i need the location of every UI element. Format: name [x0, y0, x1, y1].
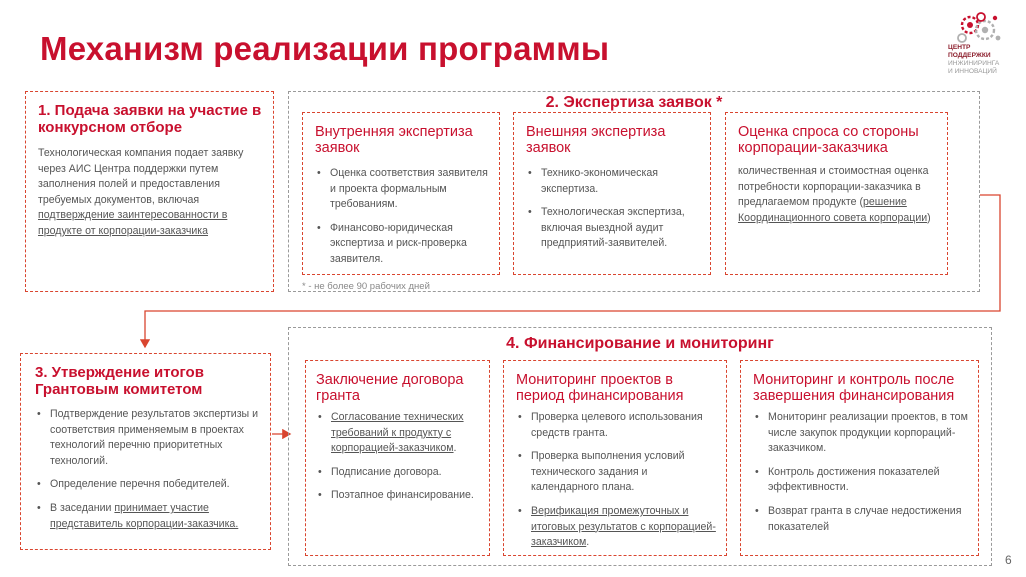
list-item: • Поэтапное финансирование. [316, 488, 481, 504]
demand-assessment-box [725, 112, 948, 275]
page-number: 6 [1005, 553, 1012, 567]
contract-title: Заключение договора гранта [316, 372, 464, 404]
step2-title: 2. Экспертиза заявок * [545, 94, 723, 111]
step3-title: 3. Утверждение итогов Грантовым комитетом [35, 364, 204, 398]
logo-line: ИНЖИНИРИНГА [948, 60, 1000, 67]
contract-b1-link: Согласование технических требований к продукту с корпорацией-заказчиком [331, 411, 464, 455]
logo-line: ЦЕНТР [948, 44, 971, 51]
step3-box [20, 353, 271, 550]
footnote: * - не более 90 рабочих дней [302, 281, 430, 292]
step1-text-link: подтверждение заинтересованности в продукте от корпорации-заказчика [38, 209, 228, 237]
internal-expertise-title: Внутренняя экспертиза заявок [315, 124, 473, 156]
demand-text-plain: количественная и стоимостная оценка потребности корпорации-заказчика в предлагаемом продукте ( [738, 165, 929, 209]
list-item: • Подписание договора. [316, 465, 481, 481]
internal-expertise-box [302, 112, 500, 275]
list-item: • Технологическая экспертиза, включая выездной аудит предприятий-заявителей. [526, 205, 702, 252]
gears-icon [948, 12, 1010, 46]
external-expertise-title: Внешняя экспертиза заявок [526, 124, 666, 156]
list-item: • Проверка целевого использования средств гранта. [516, 410, 718, 441]
contract-b1-end: . [453, 442, 457, 455]
monitoring-b3-end: . [586, 536, 590, 549]
step1-text [38, 146, 263, 240]
b3-link1: принимает участие [114, 501, 209, 514]
list-item: • Контроль достижения показателей эффективности. [753, 465, 970, 496]
list-item: • Технико-экономическая экспертиза. [526, 166, 702, 197]
list-item [516, 504, 718, 551]
list-item: • Определение перечня победителей. [35, 477, 262, 493]
logo-line: И ИННОВАЦИЙ [948, 68, 997, 75]
step1-title: 1. Подача заявки на участие в конкурсном отборе [38, 102, 262, 136]
list-item: • Финансово-юридическая экспертиза и риск-проверка заявителя. [315, 221, 491, 268]
step1-text-plain: Технологическая компания подает заявку через АИС Центра поддержки путем заполнения полей и предоставления требуемых документов, включая [38, 147, 244, 206]
demand-text-link: решение Координационного совета корпорации [738, 196, 928, 224]
list-item: • Возврат гранта в случае недостижения показателей [753, 504, 970, 535]
list-item [316, 410, 481, 457]
list-item: • Проверка выполнения условий технического задания и календарного плана. [516, 449, 718, 496]
b3-plain: В заседании [50, 501, 115, 514]
list-item [35, 501, 262, 532]
post-control-title: Мониторинг и контроль после завершения финансирования [753, 372, 955, 404]
demand-assessment-text [738, 164, 939, 226]
monitoring-box [503, 360, 727, 556]
list-item: • Оценка соответствия заявителя и проекта формальным требованиям. [315, 166, 491, 213]
page-title: Механизм реализации программы [40, 30, 610, 67]
monitoring-title: Мониторинг проектов в период финансирования [516, 372, 684, 404]
b3-link2: представитель корпорации-заказчика. [50, 517, 239, 530]
post-control-box [740, 360, 979, 556]
step4-title: 4. Финансирование и мониторинг [506, 335, 774, 352]
logo-line: ПОДДЕРЖКИ [948, 52, 991, 59]
monitoring-b3-link: Верификация промежуточных и итоговых результатов с корпорацией-заказчиком [531, 504, 716, 549]
contract-box [305, 360, 490, 556]
list-item: • Мониторинг реализации проектов, в том числе закупок продукции корпораций-заказчиком. [753, 410, 970, 457]
demand-text-end: ) [927, 211, 931, 224]
list-item: • Подтверждение результатов экспертизы и соответствия применяемым в проектах технологий перечню приоритетных технологий. [35, 407, 262, 469]
external-expertise-box [513, 112, 711, 275]
demand-assessment-title: Оценка спроса со стороны корпорации-заказчика [738, 124, 919, 156]
logo [948, 12, 1010, 92]
step1-box [25, 91, 274, 292]
